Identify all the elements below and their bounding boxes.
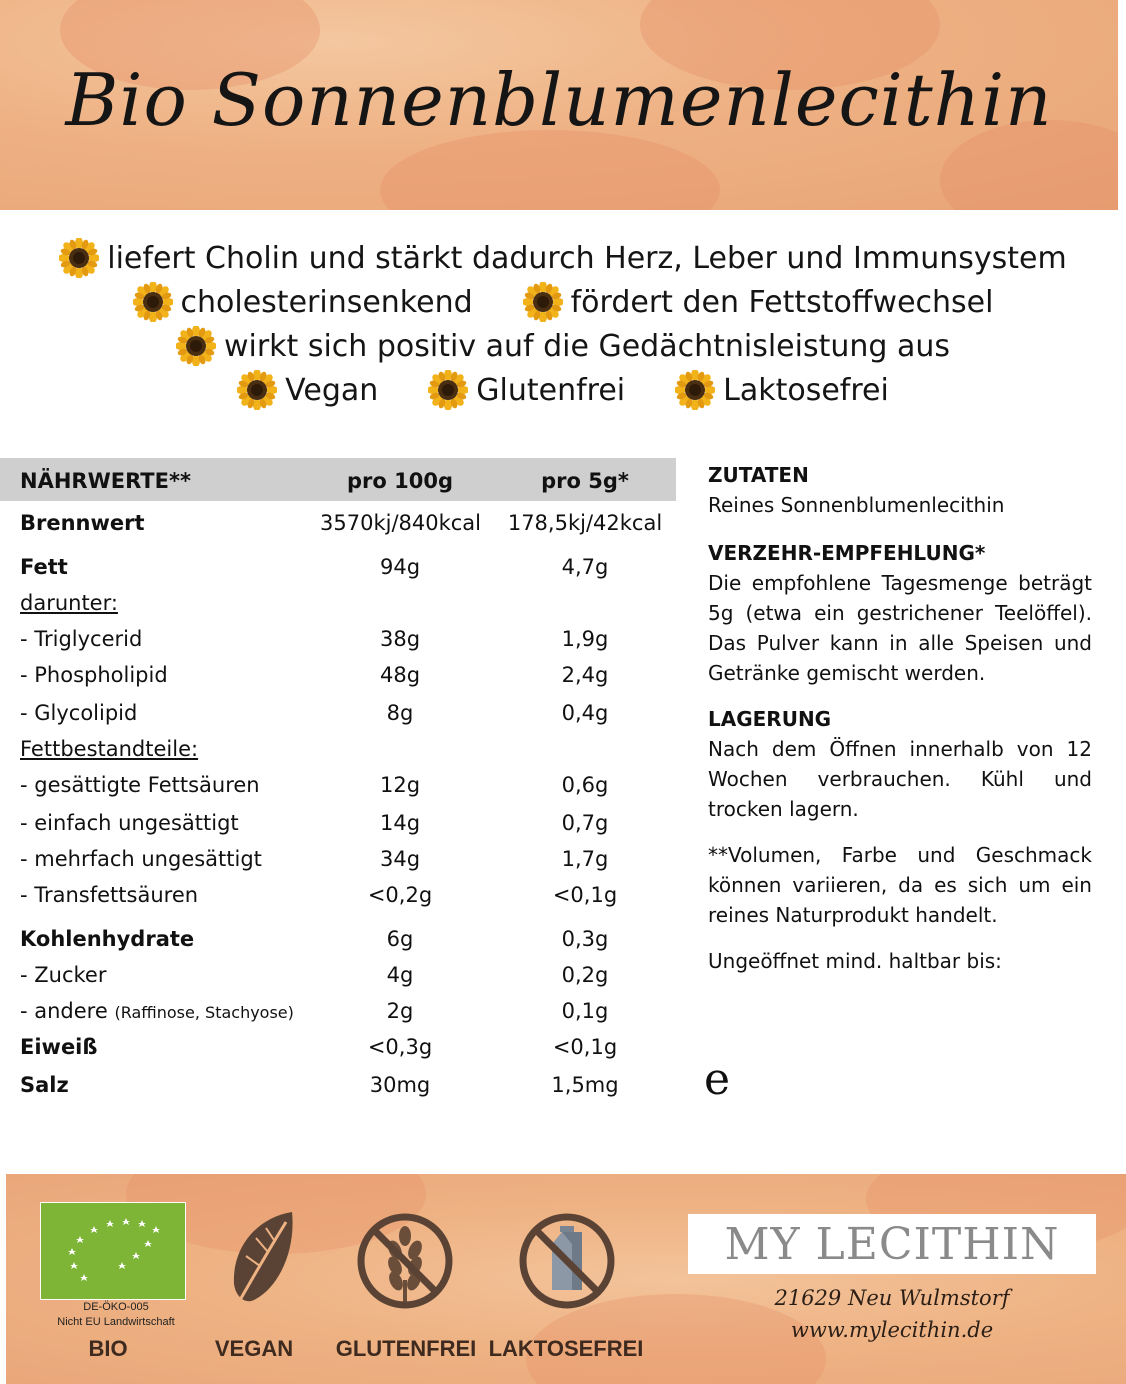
leaf-icon (226, 1208, 298, 1308)
zutaten-heading: ZUTATEN (708, 463, 809, 487)
table-row (0, 999, 676, 1029)
benefit-item (675, 370, 889, 410)
row-value-100g: 2g (386, 999, 414, 1023)
row-label: - andere (20, 999, 108, 1023)
row-value-100g: 8g (386, 701, 414, 725)
row-value-100g: 6g (386, 927, 414, 951)
title-banner (0, 0, 1118, 210)
benefit-text: Vegan (285, 372, 379, 408)
table-row (0, 591, 676, 621)
glutenfrei-label: GLUTENFREI (335, 1336, 477, 1361)
table-row (0, 927, 676, 957)
company-address: 21629 Neu Wulmstorf (774, 1286, 1010, 1310)
benefit-text: cholesterinsenkend (180, 284, 473, 320)
benefit-item (133, 282, 473, 322)
table-row (0, 701, 676, 731)
row-value-100g: 12g (379, 773, 421, 797)
row-value-100g: 3570kj/840kcal (320, 511, 482, 535)
table-row (0, 627, 676, 657)
disclaimer-text: **Volumen, Farbe und Geschmack können variieren, da es sich um ein reines Naturprodukt handelt. (708, 843, 1092, 927)
sunflower-icon (133, 282, 173, 322)
benefit-item (237, 370, 378, 410)
vegan-label: VEGAN (214, 1336, 294, 1361)
estimated-sign-icon: e (704, 1054, 731, 1105)
table-row (0, 555, 676, 585)
row-value-100g: 34g (379, 847, 421, 871)
row-value-100g: 94g (379, 555, 421, 579)
brand-logo: MY LECITHIN (688, 1214, 1096, 1274)
benefit-line-2 (0, 280, 1126, 324)
footer-banner (6, 1174, 1126, 1384)
benefit-item (523, 282, 994, 322)
sunflower-icon (59, 238, 99, 278)
benefit-text: Laktosefrei (723, 372, 889, 408)
row-value-5g: <0,1g (552, 883, 618, 907)
row-label: - einfach ungesättigt (20, 811, 239, 835)
bio-label: BIO (88, 1336, 128, 1361)
zutaten-text: Reines Sonnenblumenlecithin (708, 493, 1005, 517)
company-website: www.mylecithin.de (790, 1318, 994, 1342)
row-label: Fett (20, 555, 68, 579)
sunflower-icon (523, 282, 563, 322)
table-row (0, 963, 676, 993)
row-value-100g: 30mg (369, 1073, 431, 1097)
row-value-5g: 1,5mg (551, 1073, 619, 1097)
verzehr-heading: VERZEHR-EMPFEHLUNG* (708, 541, 986, 565)
row-value-5g: 0,4g (561, 701, 609, 725)
row-label: - gesättigte Fettsäuren (20, 773, 260, 797)
eu-origin: Nicht EU Landwirtschaft (57, 1316, 175, 1328)
row-label: - Zucker (20, 963, 107, 987)
row-value-100g: 48g (379, 663, 421, 687)
row-value-5g: 0,1g (561, 999, 609, 1023)
gluten-free-icon (354, 1210, 456, 1312)
row-value-5g: 0,7g (561, 811, 609, 835)
benefit-text: Glutenfrei (476, 372, 626, 408)
sunflower-icon (675, 370, 715, 410)
header-label: NÄHRWERTE** (20, 469, 191, 493)
lagerung-text: Nach dem Öffnen innerhalb von 12 Wochen verbrauchen. Kühl und trocken lagern. (708, 737, 1092, 821)
benefit-text: wirkt sich positiv auf die Gedächtnisleistung aus (223, 328, 951, 364)
benefit-line-1 (0, 236, 1126, 280)
table-row (0, 1073, 676, 1103)
row-label: Salz (20, 1073, 69, 1097)
table-row (0, 511, 676, 541)
row-value-5g: 0,2g (561, 963, 609, 987)
row-value-5g: 0,6g (561, 773, 609, 797)
lactose-free-icon (516, 1210, 618, 1312)
header-pro-100g: pro 100g (347, 469, 453, 493)
row-label: Eiweiß (20, 1035, 98, 1059)
row-value-5g: 1,9g (561, 627, 609, 651)
table-row (0, 811, 676, 841)
eu-leaf-icon (41, 1203, 185, 1299)
benefit-item (176, 326, 950, 366)
product-title: Bio Sonnenblumenlecithin (65, 58, 1053, 142)
row-value-100g: 38g (379, 627, 421, 651)
benefit-item (59, 238, 1066, 278)
eu-caption (26, 1300, 206, 1330)
row-label: darunter: (20, 591, 118, 615)
row-label: Kohlenhydrate (20, 927, 195, 951)
row-label-group (20, 999, 294, 1023)
row-label-note: (Raffinose, Stachyose) (114, 1003, 294, 1022)
row-value-100g: 4g (386, 963, 414, 987)
laktosefrei-label: LAKTOSEFREI (488, 1336, 644, 1361)
header-pro-5g: pro 5g* (541, 469, 629, 493)
verzehr-text: Die empfohlene Tagesmenge beträgt 5g (etwa ein gestrichener Teelöffel). Das Pulver kann in alle Speisen und Getränke gemischt werden. (708, 571, 1092, 685)
row-label: - Glycolipid (20, 701, 138, 725)
row-value-100g: <0,3g (367, 1035, 433, 1059)
sunflower-icon (428, 370, 468, 410)
table-row (0, 883, 676, 913)
row-label: - Phospholipid (20, 663, 168, 687)
row-label: - Transfettsäuren (20, 883, 199, 907)
row-value-5g: 2,4g (561, 663, 609, 687)
table-row (0, 847, 676, 877)
benefit-line-3 (0, 324, 1126, 368)
lagerung-heading: LAGERUNG (708, 707, 832, 731)
table-row (0, 663, 676, 693)
table-row (0, 737, 676, 767)
row-label: - Triglycerid (20, 627, 143, 651)
info-column (708, 460, 1092, 992)
benefit-line-4 (0, 368, 1126, 412)
sunflower-icon (176, 326, 216, 366)
nutrition-header (0, 458, 676, 501)
benefit-item (428, 370, 625, 410)
row-label: - mehrfach ungesättigt (20, 847, 262, 871)
benefit-text: fördert den Fettstoffwechsel (570, 284, 994, 320)
benefits-list (0, 236, 1126, 412)
table-row (0, 1035, 676, 1065)
row-value-5g: 1,7g (561, 847, 609, 871)
row-label: Fettbestandteile: (20, 737, 199, 761)
row-value-100g: <0,2g (367, 883, 433, 907)
table-row (0, 773, 676, 803)
row-value-5g: 178,5kj/42kcal (507, 511, 663, 535)
row-value-100g: 14g (379, 811, 421, 835)
eu-control-code: DE-ÖKO-005 (83, 1301, 149, 1313)
eu-organic-logo (40, 1202, 186, 1300)
best-before-text: Ungeöffnet mind. haltbar bis: (708, 949, 1002, 973)
row-value-5g: 4,7g (561, 555, 609, 579)
row-label: Brennwert (20, 511, 145, 535)
row-value-5g: <0,1g (552, 1035, 618, 1059)
row-value-5g: 0,3g (561, 927, 609, 951)
benefit-text: liefert Cholin und stärkt dadurch Herz, Leber und Immunsystem (107, 240, 1067, 276)
sunflower-icon (237, 370, 277, 410)
